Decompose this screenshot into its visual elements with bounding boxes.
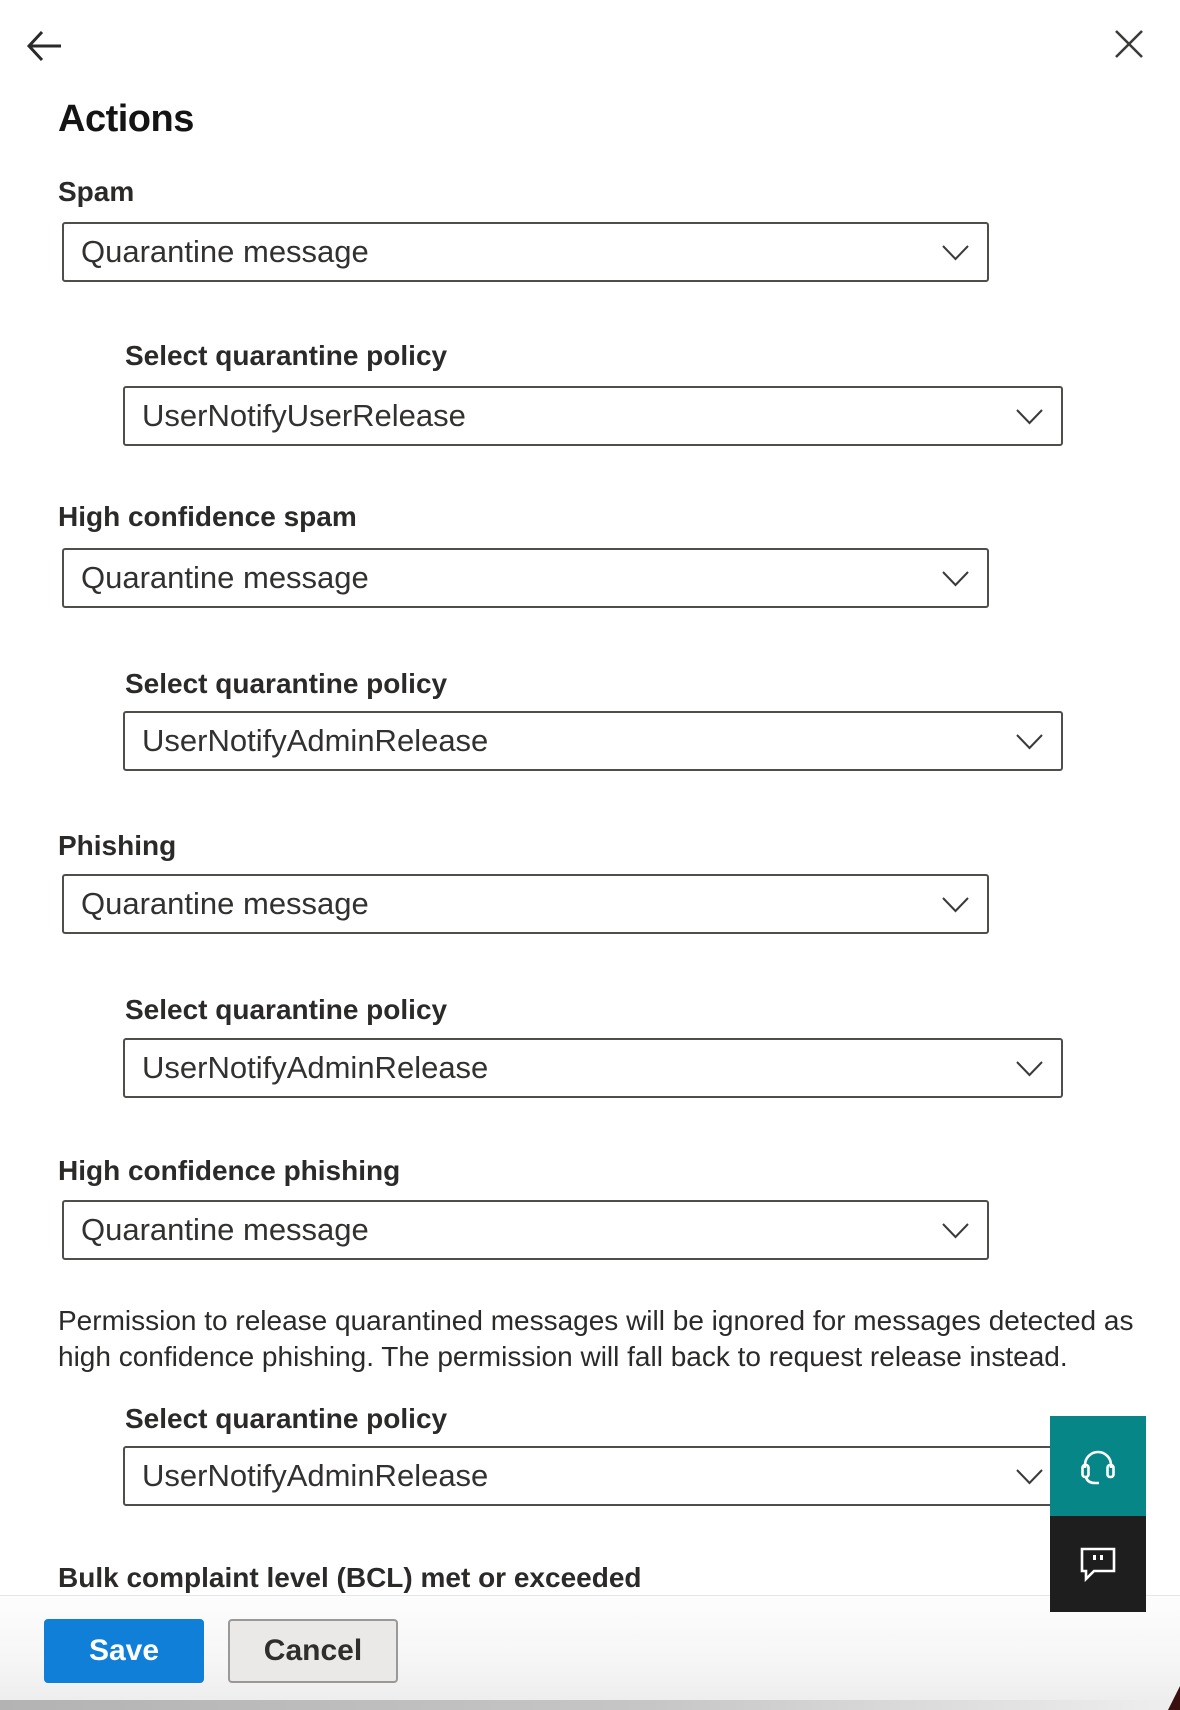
save-button[interactable]: Save [44,1619,204,1683]
field-label-bcl: Bulk complaint level (BCL) met or exceeded [58,1562,642,1593]
dropdown-value: UserNotifyAdminRelease [142,1458,489,1493]
back-button[interactable] [24,24,66,70]
hcp-permission-note: Permission to release quarantined messages will be ignored for messages detected as high confidence phishing. The permission will fall back to request release instead. [58,1305,1134,1372]
dropdown-value: UserNotifyAdminRelease [142,723,489,758]
high-confidence-phishing-action-dropdown[interactable] [62,1200,989,1260]
field-label-quarantine-policy: Select quarantine policy [125,1403,448,1434]
hcp-quarantine-policy-dropdown[interactable] [123,1446,1063,1506]
arrow-left-icon [25,24,65,68]
dropdown-value: Quarantine message [81,1212,369,1247]
chevron-down-icon [1016,1060,1043,1077]
dropdown-value: Quarantine message [81,234,369,269]
spam-action-dropdown[interactable] [62,222,989,282]
feedback-button[interactable] [1050,1516,1146,1612]
field-label-quarantine-policy: Select quarantine policy [125,340,448,371]
chevron-down-icon [942,570,969,587]
close-icon [1114,30,1144,58]
field-label-quarantine-policy: Select quarantine policy [125,668,448,699]
field-label-quarantine-policy: Select quarantine policy [125,994,448,1025]
hcs-quarantine-policy-dropdown[interactable] [123,711,1063,771]
chevron-down-icon [942,896,969,913]
field-label-spam: Spam [58,176,135,207]
dropdown-value: UserNotifyUserRelease [142,398,466,433]
dropdown-value: Quarantine message [81,886,369,921]
phishing-action-dropdown[interactable] [62,874,989,934]
chevron-down-icon [942,244,969,261]
phishing-quarantine-policy-dropdown[interactable] [123,1038,1063,1098]
chat-bubble-icon [1078,1545,1118,1583]
chevron-down-icon [1016,733,1043,750]
spam-quarantine-policy-dropdown[interactable] [123,386,1063,446]
headset-icon [1076,1443,1120,1489]
field-label-high-confidence-spam: High confidence spam [58,501,357,532]
chevron-down-icon [1016,408,1043,425]
dropdown-value: Quarantine message [81,560,369,595]
high-confidence-spam-action-dropdown[interactable] [62,548,989,608]
field-label-high-confidence-phishing: High confidence phishing [58,1155,401,1186]
dropdown-value: UserNotifyAdminRelease [142,1050,489,1085]
cancel-button[interactable]: Cancel [228,1619,398,1683]
close-button[interactable] [1110,28,1148,62]
corner-artifact [1168,1686,1180,1710]
page-title: Actions [58,98,194,140]
chevron-down-icon [1016,1468,1043,1485]
chevron-down-icon [942,1222,969,1239]
help-button[interactable] [1050,1416,1146,1516]
field-label-phishing: Phishing [58,830,177,861]
